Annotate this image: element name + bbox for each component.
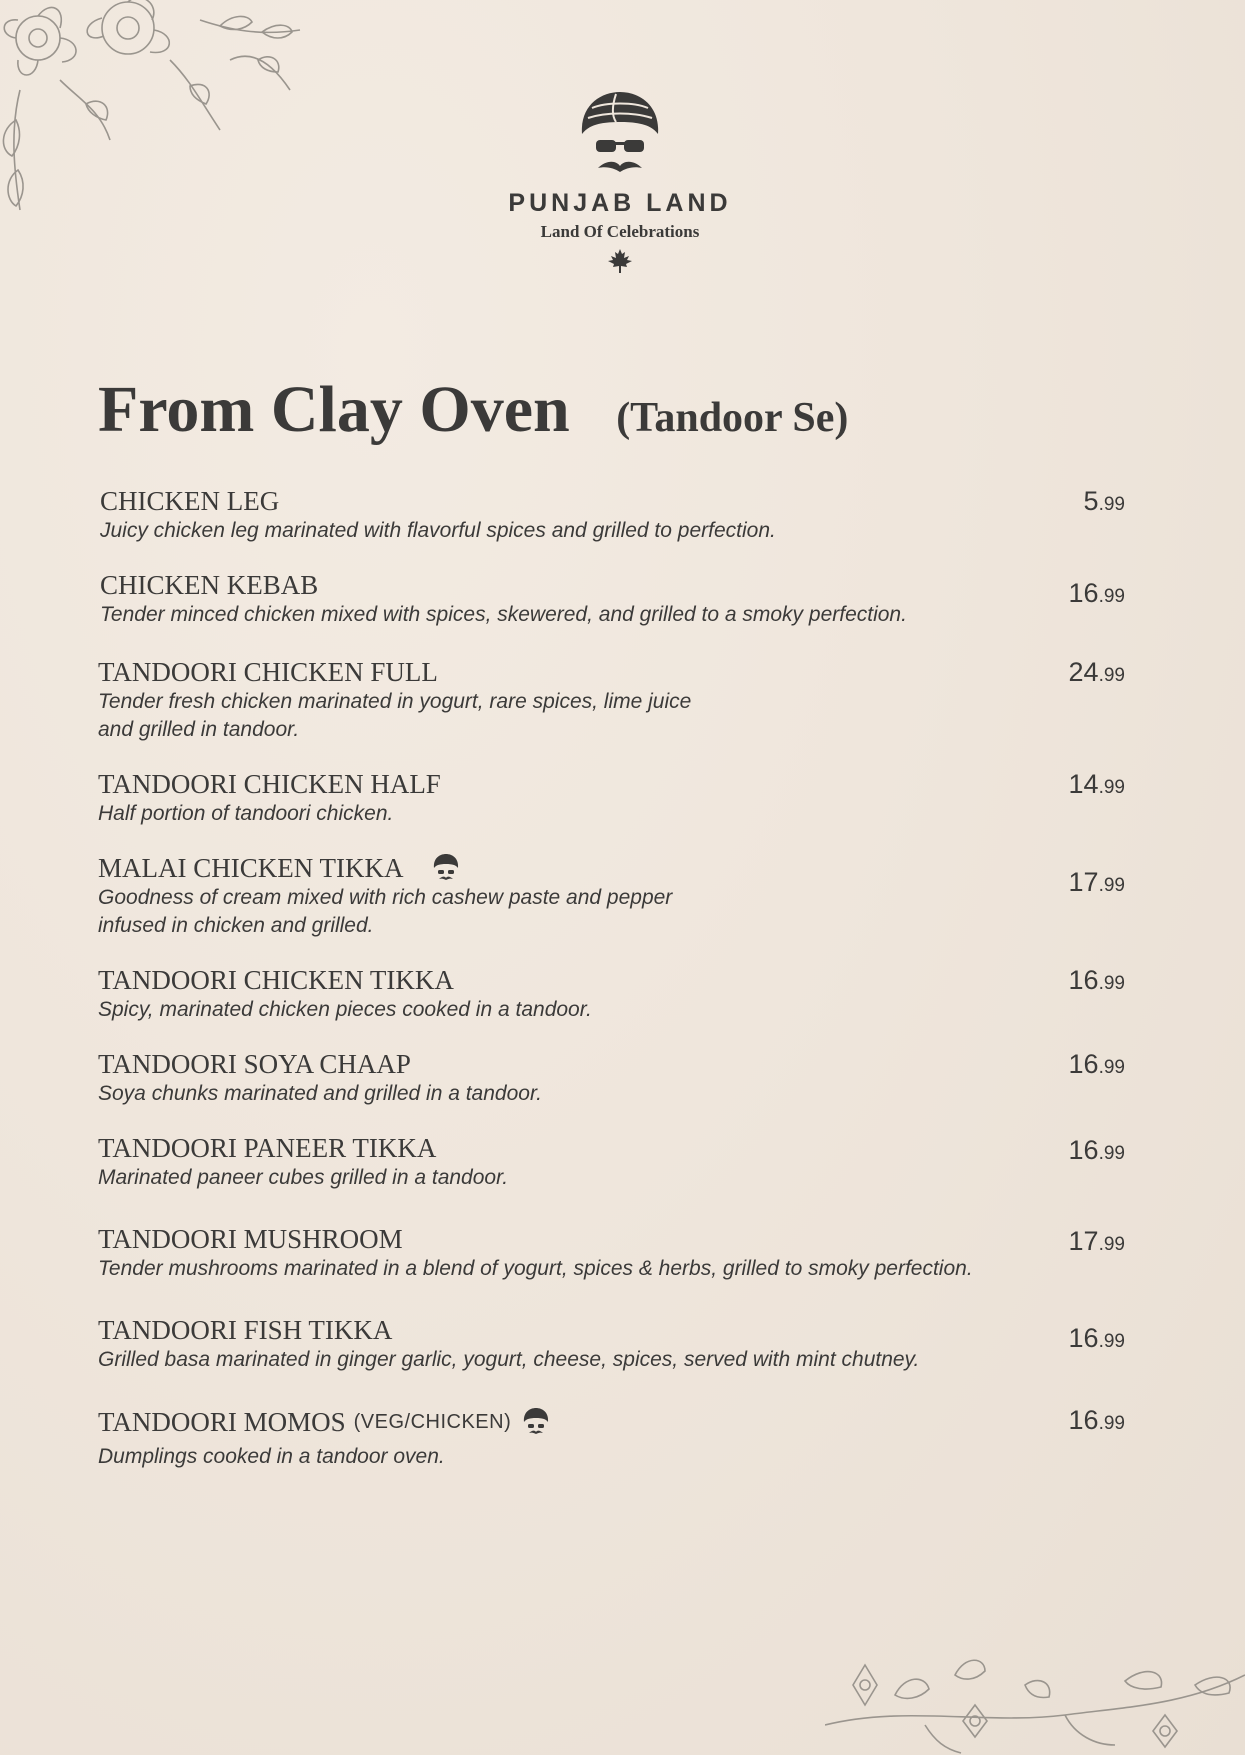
item-price: 17.99	[1068, 867, 1125, 897]
menu-item-tandoori-soya-chaap	[98, 1049, 1125, 1108]
item-description: Dumplings cooked in a tandoor oven.	[98, 1445, 445, 1468]
item-description: Tender minced chicken mixed with spices, skewered, and grilled to a smoky perfection.	[100, 603, 907, 626]
item-price: 5.99	[1083, 486, 1125, 516]
item-name: TANDOORI FISH TIKKA	[98, 1315, 393, 1345]
menu-item-tandoori-chicken-half	[98, 769, 1125, 828]
floral-decoration-bottom-right-icon	[825, 1645, 1245, 1755]
item-name: TANDOORI MUSHROOM	[98, 1224, 403, 1254]
item-description: Half portion of tandoori chicken.	[98, 802, 394, 825]
menu-item-tandoori-chicken-tikka	[98, 965, 1125, 1024]
item-price: 16.99	[1068, 965, 1125, 995]
item-name: TANDOORI CHICKEN HALF	[98, 769, 441, 799]
item-name: CHICKEN KEBAB	[100, 570, 319, 600]
floral-decoration-top-left-icon	[0, 0, 330, 240]
item-price: 16.99	[1068, 1405, 1125, 1435]
item-description: Tender mushrooms marinated in a blend of yogurt, spices & herbs, grilled to smoky perfection.	[98, 1257, 973, 1280]
menu-item-tandoori-chicken-full	[98, 657, 1125, 744]
item-name: TANDOORI CHICKEN TIKKA	[98, 965, 454, 995]
maple-leaf-icon	[607, 248, 633, 274]
item-description: Soya chunks marinated and grilled in a tandoor.	[98, 1082, 542, 1105]
section-subtitle: (Tandoor Se)	[616, 395, 849, 441]
item-name: MALAI CHICKEN TIKKA	[98, 853, 1125, 883]
item-name: TANDOORI MOMOS (VEG/CHICKEN)	[98, 1407, 1125, 1437]
item-variant-note: (VEG/CHICKEN)	[353, 1411, 512, 1433]
item-description: Spicy, marinated chicken pieces cooked in a tandoor.	[98, 998, 592, 1021]
signature-dish-icon	[431, 853, 461, 883]
menu-item-tandoori-fish-tikka	[98, 1315, 1125, 1374]
item-price: 14.99	[1068, 769, 1125, 799]
menu-item-chicken-kebab	[98, 570, 1125, 629]
section-heading	[98, 372, 848, 448]
brand-logo	[500, 86, 740, 279]
item-price: 16.99	[1068, 1135, 1125, 1165]
item-price: 16.99	[1068, 1323, 1125, 1353]
menu-item-malai-chicken-tikka	[98, 853, 1125, 940]
item-price: 24.99	[1068, 657, 1125, 687]
item-description: Grilled basa marinated in ginger garlic, yogurt, cheese, spices, served with mint chutney.	[98, 1348, 920, 1371]
brand-tagline: Land Of Celebrations	[540, 222, 700, 241]
brand-name: PUNJAB LAND	[508, 189, 732, 217]
item-description: Juicy chicken leg marinated with flavorful spices and grilled to perfection.	[100, 519, 776, 542]
item-price: 16.99	[1068, 1049, 1125, 1079]
section-title: From Clay Oven	[98, 373, 570, 446]
item-price: 17.99	[1068, 1226, 1125, 1256]
item-description: Tender fresh chicken marinated in yogurt, rare spices, lime juice and grilled in tandoor.	[98, 690, 692, 741]
item-description: Marinated paneer cubes grilled in a tandoor.	[98, 1166, 509, 1189]
menu-item-chicken-leg	[98, 486, 1125, 545]
item-description: Goodness of cream mixed with rich cashew paste and pepper infused in chicken and grilled.	[98, 886, 673, 937]
item-name: CHICKEN LEG	[100, 486, 280, 516]
menu-item-tandoori-momos	[98, 1407, 1125, 1471]
item-price: 16.99	[1068, 578, 1125, 608]
menu-item-tandoori-mushroom	[98, 1224, 1125, 1283]
item-name: TANDOORI SOYA CHAAP	[98, 1049, 411, 1079]
item-name: TANDOORI CHICKEN FULL	[98, 657, 438, 687]
turban-mustache-icon	[572, 86, 668, 182]
menu-item-tandoori-paneer-tikka	[98, 1133, 1125, 1192]
item-name: TANDOORI PANEER TIKKA	[98, 1133, 437, 1163]
signature-dish-icon	[521, 1407, 551, 1437]
